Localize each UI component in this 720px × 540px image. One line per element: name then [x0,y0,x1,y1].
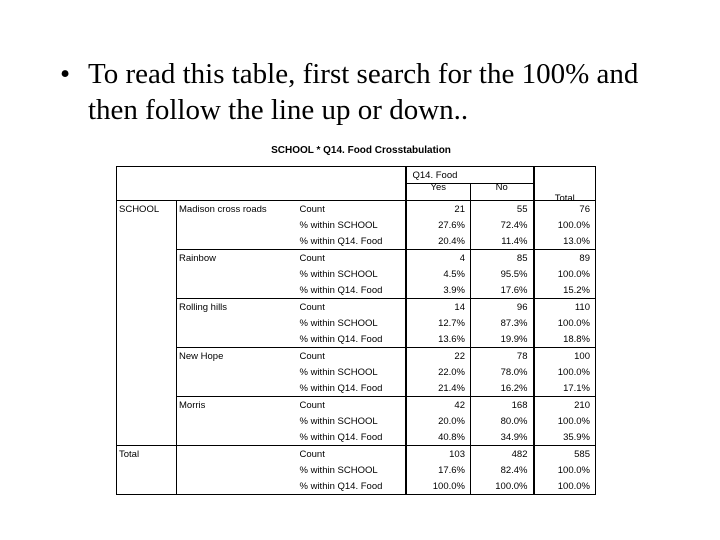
row-variable-cell [117,348,177,365]
cell-yes: 12.7% [406,315,471,331]
table-row [117,217,596,233]
cell-no: 168 [471,397,534,414]
cell-no: 80.0% [471,413,534,429]
cell-yes: 4.5% [406,266,471,282]
statistic-label: % within SCHOOL [299,219,378,231]
cell-total: 100.0% [534,217,596,233]
cell-yes: 40.8% [406,429,471,446]
row-variable-cell [117,233,177,250]
cell-no: 82.4% [471,462,534,478]
cell-no: 78.0% [471,364,534,380]
group-cell [177,331,298,348]
table-row [117,299,596,316]
cell-yes: 21 [406,201,471,218]
cell-yes: 42 [406,397,471,414]
cell-total: 100.0% [534,315,596,331]
group-name: Rainbow [177,250,298,267]
table-row [117,250,596,267]
cell-yes: 3.9% [406,282,471,299]
cell-no: 85 [471,250,534,267]
cell-total: 35.9% [534,429,596,446]
cell-total: 89 [534,250,596,267]
bullet-text: To read this table, first search for the 100% and then follow the line up or down.. [88,58,639,126]
row-variable-cell [117,299,177,316]
row-variable-cell [117,266,177,282]
cell-total: 100.0% [534,364,596,380]
table-row [117,364,596,380]
table-row [117,462,596,478]
group-cell [177,478,298,495]
group-cell [177,380,298,397]
group-name: New Hope [177,348,298,365]
cell-total: 15.2% [534,282,596,299]
group-cell [177,266,298,282]
row-variable-cell [117,413,177,429]
row-variable-cell [117,478,177,495]
cell-total: 13.0% [534,233,596,250]
group-name: Madison cross roads [177,201,298,218]
row-variable-cell [117,282,177,299]
cell-yes: 14 [406,299,471,316]
cell-no: 95.5% [471,266,534,282]
group-cell [177,315,298,331]
row-variable-cell [117,397,177,414]
statistic-label: % within Q14. Food [299,235,383,247]
statistic-label: Count [298,348,406,365]
cell-total: 76 [534,201,596,218]
group-cell [177,446,298,463]
row-variable-cell [117,364,177,380]
cell-no: 19.9% [471,331,534,348]
group-name: Rolling hills [177,299,298,316]
cell-yes: 20.0% [406,413,471,429]
group-name: Morris [177,397,298,414]
table-row [117,380,596,397]
group-cell [177,217,298,233]
table-row [117,201,596,218]
row-variable-cell [117,429,177,446]
bullet-point [60,56,680,128]
statistic-label: % within Q14. Food [299,284,383,296]
table-row [117,478,596,495]
cell-yes: 21.4% [406,380,471,397]
col-total-header: Total [554,193,575,205]
cell-yes: 22.0% [406,364,471,380]
table-body [117,201,596,495]
cell-yes: 103 [406,446,471,463]
table-row [117,413,596,429]
cell-no: 11.4% [471,233,534,250]
row-variable-label: Total [117,446,177,463]
cell-no: 34.9% [471,429,534,446]
statistic-label: % within SCHOOL [299,268,378,280]
table-row [117,397,596,414]
cell-total: 100.0% [534,413,596,429]
question-label: Q14. Food [406,167,534,184]
table-row [117,315,596,331]
group-cell [177,233,298,250]
cell-total: 18.8% [534,331,596,348]
cell-no: 78 [471,348,534,365]
cell-total: 585 [534,446,596,463]
table-row [117,331,596,348]
table-row [117,266,596,282]
table-row [117,282,596,299]
statistic-label: Count [298,250,406,267]
group-cell [177,413,298,429]
group-cell [177,364,298,380]
group-cell [177,429,298,446]
statistic-label: % within SCHOOL [299,464,378,476]
cell-yes: 13.6% [406,331,471,348]
row-variable-cell [117,331,177,348]
group-cell [177,462,298,478]
table-row [117,233,596,250]
col-no-header: No [495,181,508,193]
row-variable-cell [117,250,177,267]
row-variable-cell [117,315,177,331]
table-row [117,429,596,446]
header-row-2 [117,184,596,201]
cell-yes: 4 [406,250,471,267]
cell-yes: 100.0% [406,478,471,495]
cell-total: 100 [534,348,596,365]
cell-yes: 27.6% [406,217,471,233]
statistic-label: % within SCHOOL [299,415,378,427]
table-row [117,348,596,365]
cell-yes: 22 [406,348,471,365]
statistic-label: % within SCHOOL [299,317,378,329]
statistic-label: Count [298,446,406,463]
table-title: SCHOOL * Q14. Food Crosstabulation [271,145,451,156]
cell-no: 482 [471,446,534,463]
cell-yes: 20.4% [406,233,471,250]
cell-yes: 17.6% [406,462,471,478]
statistic-label: % within SCHOOL [299,366,378,378]
row-variable-cell [117,462,177,478]
statistic-label: Count [298,397,406,414]
statistic-label: % within Q14. Food [299,333,383,345]
statistic-label: Count [298,299,406,316]
group-cell [177,282,298,299]
col-yes-header: Yes [430,181,446,193]
cell-total: 100.0% [534,266,596,282]
cell-no: 55 [471,201,534,218]
statistic-label: % within Q14. Food [299,431,383,443]
cell-no: 87.3% [471,315,534,331]
cell-total: 110 [534,299,596,316]
cell-total: 17.1% [534,380,596,397]
row-variable-cell [117,380,177,397]
statistic-label: % within Q14. Food [299,480,383,492]
row-variable-label: SCHOOL [117,201,177,218]
crosstab-table [116,166,596,495]
cell-no: 72.4% [471,217,534,233]
cell-no: 100.0% [471,478,534,495]
cell-no: 16.2% [471,380,534,397]
row-variable-cell [117,217,177,233]
cell-total: 100.0% [534,478,596,495]
cell-total: 100.0% [534,462,596,478]
header-empty [117,167,177,184]
cell-no: 96 [471,299,534,316]
cell-total: 210 [534,397,596,414]
statistic-label: Count [298,201,406,218]
bullet-dot: • [60,58,71,90]
statistic-label: % within Q14. Food [299,382,383,394]
table-row [117,446,596,463]
cell-no: 17.6% [471,282,534,299]
